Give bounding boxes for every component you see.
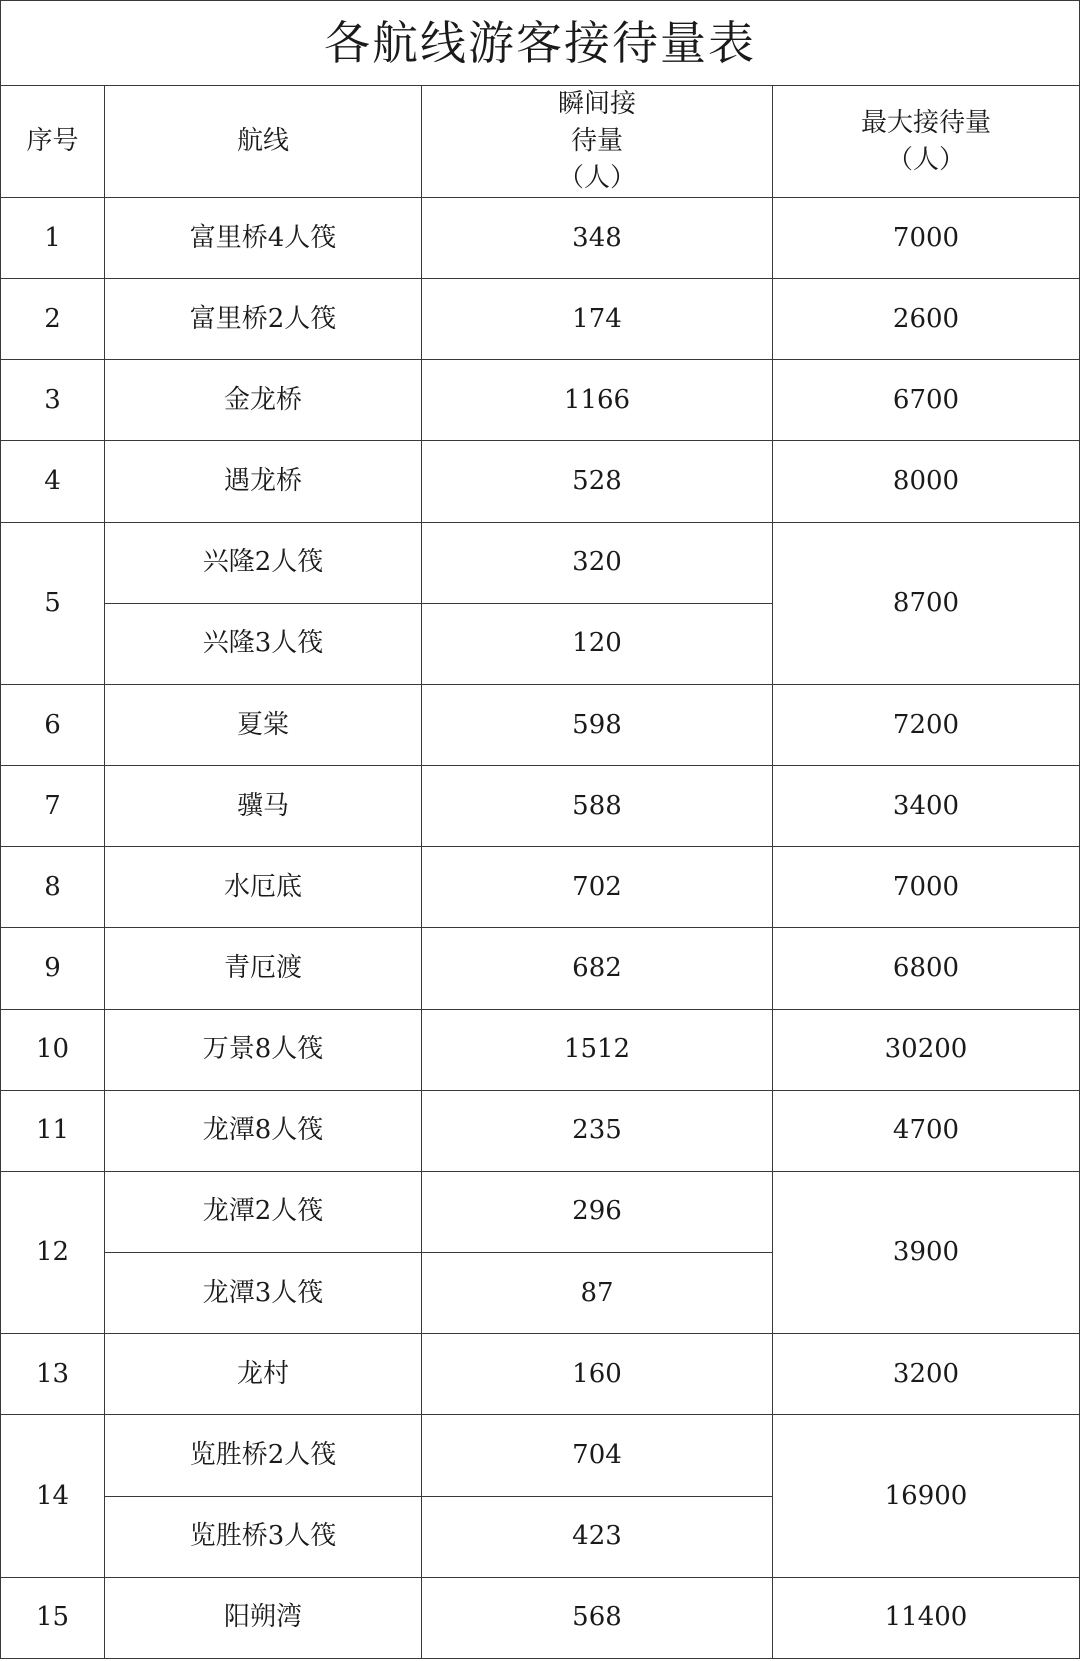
row-index: 1 [1,198,105,279]
max-capacity: 11400 [773,1577,1080,1658]
route-name: 富里桥2人筏 [105,279,422,360]
instant-capacity: 682 [422,928,773,1009]
route-name: 遇龙桥 [105,441,422,522]
route-name: 青厄渡 [105,928,422,1009]
header-index: 序号 [1,86,105,198]
route-name: 阳朔湾 [105,1577,422,1658]
header-instant-unit: （人） [557,163,636,193]
instant-capacity: 160 [422,1334,773,1415]
instant-capacity: 174 [422,279,773,360]
max-capacity: 8700 [773,522,1080,684]
row-index: 11 [1,1090,105,1171]
max-capacity: 6800 [773,928,1080,1009]
instant-capacity: 320 [422,522,773,603]
table-row [1,1334,1080,1415]
row-index: 4 [1,441,105,522]
max-capacity: 7000 [773,198,1080,279]
instant-capacity: 1166 [422,360,773,441]
header-max-capacity [773,86,1080,198]
route-name: 骥马 [105,766,422,847]
table-row [1,279,1080,360]
instant-capacity: 235 [422,1090,773,1171]
row-index: 5 [1,522,105,684]
header-route: 航线 [105,86,422,198]
max-capacity: 8000 [773,441,1080,522]
route-name: 龙潭2人筏 [105,1171,422,1252]
route-name: 龙潭8人筏 [105,1090,422,1171]
instant-capacity: 588 [422,766,773,847]
table-row [1,1090,1080,1171]
max-capacity: 7000 [773,847,1080,928]
table-row [1,1009,1080,1090]
max-capacity: 7200 [773,684,1080,765]
instant-capacity: 348 [422,198,773,279]
instant-capacity: 598 [422,684,773,765]
header-instant-line2: 待量 [570,126,623,156]
max-capacity: 2600 [773,279,1080,360]
header-instant-line1: 瞬间接 [557,89,636,119]
route-name: 水厄底 [105,847,422,928]
row-index: 9 [1,928,105,1009]
instant-capacity: 528 [422,441,773,522]
table-row [1,198,1080,279]
row-index: 2 [1,279,105,360]
header-max-line1: 最大接待量 [860,107,991,138]
instant-capacity: 568 [422,1577,773,1658]
route-name: 览胜桥2人筏 [105,1415,422,1496]
instant-capacity: 704 [422,1415,773,1496]
header-max-unit: （人） [886,144,965,175]
route-name: 兴隆3人筏 [105,603,422,684]
route-name: 富里桥4人筏 [105,198,422,279]
row-index: 12 [1,1171,105,1333]
route-name: 龙潭3人筏 [105,1253,422,1334]
row-index: 7 [1,766,105,847]
route-name: 龙村 [105,1334,422,1415]
table-title: 各航线游客接待量表 [1,1,1080,86]
table-body [1,198,1080,1659]
max-capacity: 3200 [773,1334,1080,1415]
max-capacity: 3400 [773,766,1080,847]
table-row [1,1171,1080,1252]
table-row [1,1415,1080,1496]
table-row [1,1577,1080,1658]
row-index: 3 [1,360,105,441]
table-row [1,766,1080,847]
row-index: 13 [1,1334,105,1415]
instant-capacity: 1512 [422,1009,773,1090]
route-name: 万景8人筏 [105,1009,422,1090]
instant-capacity: 87 [422,1253,773,1334]
instant-capacity: 702 [422,847,773,928]
title-row [1,1,1080,86]
header-row [1,86,1080,198]
instant-capacity: 120 [422,603,773,684]
route-name: 兴隆2人筏 [105,522,422,603]
table-row [1,441,1080,522]
row-index: 6 [1,684,105,765]
header-instant-capacity [422,86,773,198]
row-index: 10 [1,1009,105,1090]
route-name: 夏棠 [105,684,422,765]
table-row [1,847,1080,928]
row-index: 14 [1,1415,105,1577]
max-capacity: 3900 [773,1171,1080,1333]
instant-capacity: 296 [422,1171,773,1252]
table-row [1,684,1080,765]
row-index: 15 [1,1577,105,1658]
table-row [1,522,1080,603]
max-capacity: 16900 [773,1415,1080,1577]
table-row [1,928,1080,1009]
route-name: 金龙桥 [105,360,422,441]
max-capacity: 30200 [773,1009,1080,1090]
instant-capacity: 423 [422,1496,773,1577]
row-index: 8 [1,847,105,928]
route-name: 览胜桥3人筏 [105,1496,422,1577]
max-capacity: 6700 [773,360,1080,441]
max-capacity: 4700 [773,1090,1080,1171]
table-row [1,360,1080,441]
